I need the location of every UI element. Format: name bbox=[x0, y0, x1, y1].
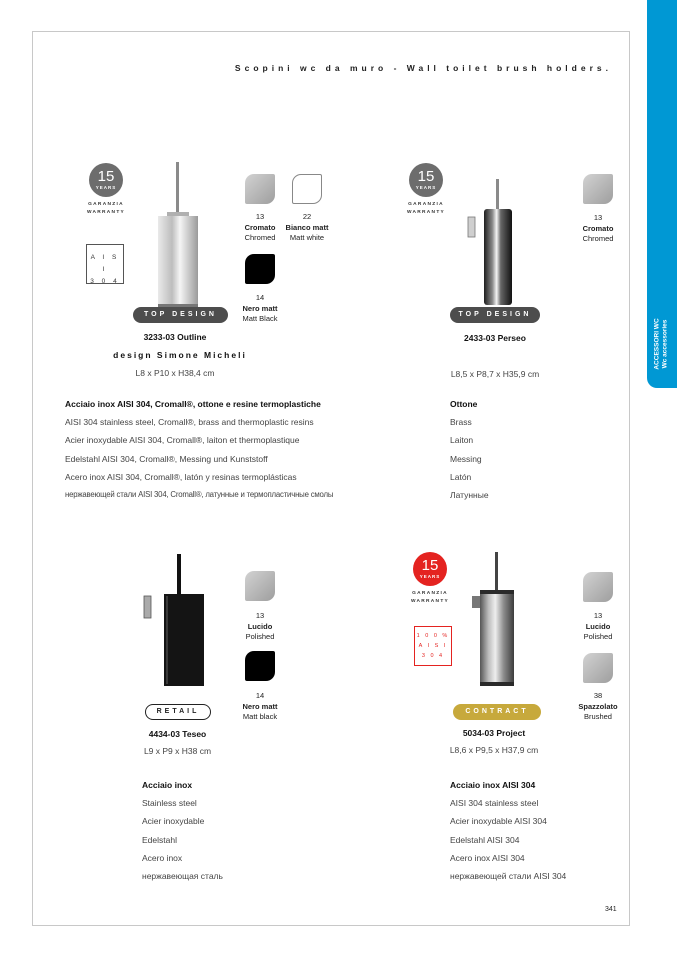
material-line: Edelstahl AISI 304 bbox=[450, 834, 520, 845]
material-line: нержавеющая сталь bbox=[142, 871, 223, 882]
aisi-line: 3 0 4 bbox=[90, 278, 120, 285]
finish-name: Cromato bbox=[582, 223, 614, 233]
materials-list bbox=[450, 776, 566, 885]
finish-name-en: Chromed bbox=[244, 233, 276, 242]
material-line: Acier inoxydable AISI 304, Cromall®, laiton et thermoplastique bbox=[65, 435, 300, 446]
warranty-years-number: 15 bbox=[421, 557, 439, 574]
side-tab-label bbox=[648, 300, 676, 388]
side-tab-line2: Wc accessories bbox=[662, 319, 669, 369]
material-line: Acero inox AISI 304 bbox=[450, 852, 525, 863]
material-line: Messing bbox=[450, 453, 482, 464]
material-line: Acier inoxydable bbox=[142, 816, 205, 827]
finish-name: Lucido bbox=[585, 621, 611, 631]
material-line: Latón bbox=[450, 471, 472, 482]
finish-name: Lucido bbox=[247, 621, 273, 631]
materials-heading: Acciaio inox AISI 304 bbox=[450, 780, 536, 790]
product-dimensions: L9 x P9 x H38 cm bbox=[143, 746, 212, 756]
grey-swatch bbox=[583, 174, 613, 204]
finish-item bbox=[230, 611, 290, 643]
finish-name: Nero matt bbox=[242, 303, 278, 313]
page-title: Scopini wc da muro - Wall toilet brush holders. bbox=[234, 63, 612, 73]
finish-code: 13 bbox=[593, 611, 603, 620]
warranty-badge bbox=[89, 163, 123, 197]
finish-name-en: Brushed bbox=[584, 712, 612, 721]
warranty-label: WARRANTY bbox=[406, 210, 446, 215]
garanzia-label: GARANZIA bbox=[88, 202, 124, 207]
finish-name: Cromato bbox=[244, 222, 276, 232]
material-line: AISI 304 stainless steel bbox=[450, 798, 539, 809]
material-line: Acero inox AISI 304, Cromall®, latón y resinas termoplásticas bbox=[65, 471, 297, 482]
aisi-line: A I S I bbox=[418, 643, 448, 649]
product-code: 4434-03 Teseo bbox=[148, 729, 207, 739]
perseo-brush-holder-image bbox=[458, 175, 518, 310]
top-design-label: TOP DESIGN bbox=[133, 307, 228, 323]
finish-name: Spazzolato bbox=[578, 701, 618, 711]
warranty-badge bbox=[413, 552, 447, 586]
black-swatch bbox=[245, 651, 275, 681]
finish-code: 13 bbox=[593, 213, 603, 222]
material-line: Edelstahl AISI 304, Cromall®, Messing und Kunststoff bbox=[65, 453, 268, 464]
finish-item bbox=[277, 212, 337, 244]
finish-code: 14 bbox=[255, 691, 265, 700]
page-number: 341 bbox=[605, 906, 617, 913]
finish-item bbox=[568, 691, 628, 723]
product-code: 3233-03 Outline bbox=[143, 332, 207, 342]
finish-item bbox=[568, 213, 628, 245]
finish-item bbox=[230, 293, 290, 325]
finish-name-en: Matt black bbox=[242, 712, 278, 721]
warranty-years-number: 15 bbox=[97, 168, 115, 185]
finish-name: Nero matt bbox=[242, 701, 278, 711]
product-code: 2433-03 Perseo bbox=[464, 333, 526, 343]
warranty-years-label: YEARS bbox=[415, 185, 437, 190]
product-code: 5034-03 Project bbox=[462, 728, 526, 738]
aisi-100-box bbox=[414, 626, 452, 666]
white-swatch bbox=[292, 174, 322, 204]
aisi-line: A I S I bbox=[90, 254, 120, 273]
material-line: нержавеющей стали AISI 304, Cromall®, латунные и термопластичные смолы bbox=[65, 490, 334, 500]
materials-list bbox=[65, 395, 333, 504]
material-line: Brass bbox=[450, 417, 472, 428]
material-line: Edelstahl bbox=[142, 834, 177, 845]
materials-list bbox=[142, 776, 223, 885]
grey-swatch bbox=[245, 174, 275, 204]
product-dimensions: L8 x P10 x H38,4 cm bbox=[135, 368, 215, 378]
material-line: Латунные bbox=[450, 490, 489, 501]
finish-code: 14 bbox=[255, 293, 265, 302]
materials-heading: Ottone bbox=[450, 399, 478, 409]
warranty-caption bbox=[400, 590, 460, 606]
contract-label: CONTRACT bbox=[453, 704, 541, 720]
top-design-label: TOP DESIGN bbox=[450, 307, 540, 323]
warranty-label: WARRANTY bbox=[410, 599, 450, 604]
warranty-caption bbox=[396, 201, 456, 217]
material-line: Acier inoxydable AISI 304 bbox=[450, 816, 547, 827]
warranty-years-label: YEARS bbox=[419, 574, 441, 579]
outline-brush-holder-image bbox=[150, 158, 210, 310]
finish-name-en: Matt Black bbox=[242, 314, 278, 323]
aisi-line: 3 0 4 bbox=[421, 653, 445, 659]
finish-code: 22 bbox=[302, 212, 312, 221]
grey-swatch bbox=[245, 571, 275, 601]
teseo-brush-holder-image bbox=[140, 550, 210, 690]
grey-swatch bbox=[583, 653, 613, 683]
black-swatch bbox=[245, 254, 275, 284]
finish-code: 38 bbox=[593, 691, 603, 700]
materials-list bbox=[450, 395, 489, 504]
finish-name: Bianco matt bbox=[285, 222, 329, 232]
aisi-line: 1 0 0 % bbox=[416, 633, 450, 639]
product-dimensions: L8,6 x P9,5 x H37,9 cm bbox=[449, 745, 539, 755]
warranty-badge bbox=[409, 163, 443, 197]
warranty-years-number: 15 bbox=[417, 168, 435, 185]
finish-name-en: Matt white bbox=[289, 233, 325, 242]
finish-item bbox=[568, 611, 628, 643]
material-line: Stainless steel bbox=[142, 798, 197, 809]
material-line: Laiton bbox=[450, 435, 474, 446]
warranty-years-label: YEARS bbox=[95, 185, 117, 190]
garanzia-label: GARANZIA bbox=[408, 202, 444, 207]
product-dimensions: L8,5 x P8,7 x H35,9 cm bbox=[450, 369, 540, 379]
product-designer: design Simone Micheli bbox=[113, 350, 247, 360]
finish-name-en: Chromed bbox=[582, 234, 614, 243]
project-brush-holder-image bbox=[468, 548, 528, 690]
retail-label: RETAIL bbox=[145, 704, 211, 720]
warranty-caption bbox=[76, 201, 136, 217]
finish-name-en: Polished bbox=[583, 632, 613, 641]
finish-name-en: Polished bbox=[245, 632, 275, 641]
material-line: AISI 304 stainless steel, Cromall®, brass and thermoplastic resins bbox=[65, 417, 314, 428]
finish-code: 13 bbox=[255, 611, 265, 620]
side-tab-line1: ACCESSORI WC bbox=[654, 318, 661, 370]
materials-heading: Acciaio inox bbox=[142, 780, 193, 790]
grey-swatch bbox=[583, 572, 613, 602]
materials-heading: Acciaio inox AISI 304, Cromall®, ottone e resine termoplastiche bbox=[65, 399, 321, 409]
warranty-label: WARRANTY bbox=[86, 210, 126, 215]
garanzia-label: GARANZIA bbox=[412, 591, 448, 596]
aisi-304-box bbox=[86, 244, 124, 284]
finish-code: 13 bbox=[255, 212, 265, 221]
material-line: нержавеющей стали AISI 304 bbox=[450, 871, 567, 882]
finish-item bbox=[230, 691, 290, 723]
material-line: Acero inox bbox=[142, 852, 183, 863]
